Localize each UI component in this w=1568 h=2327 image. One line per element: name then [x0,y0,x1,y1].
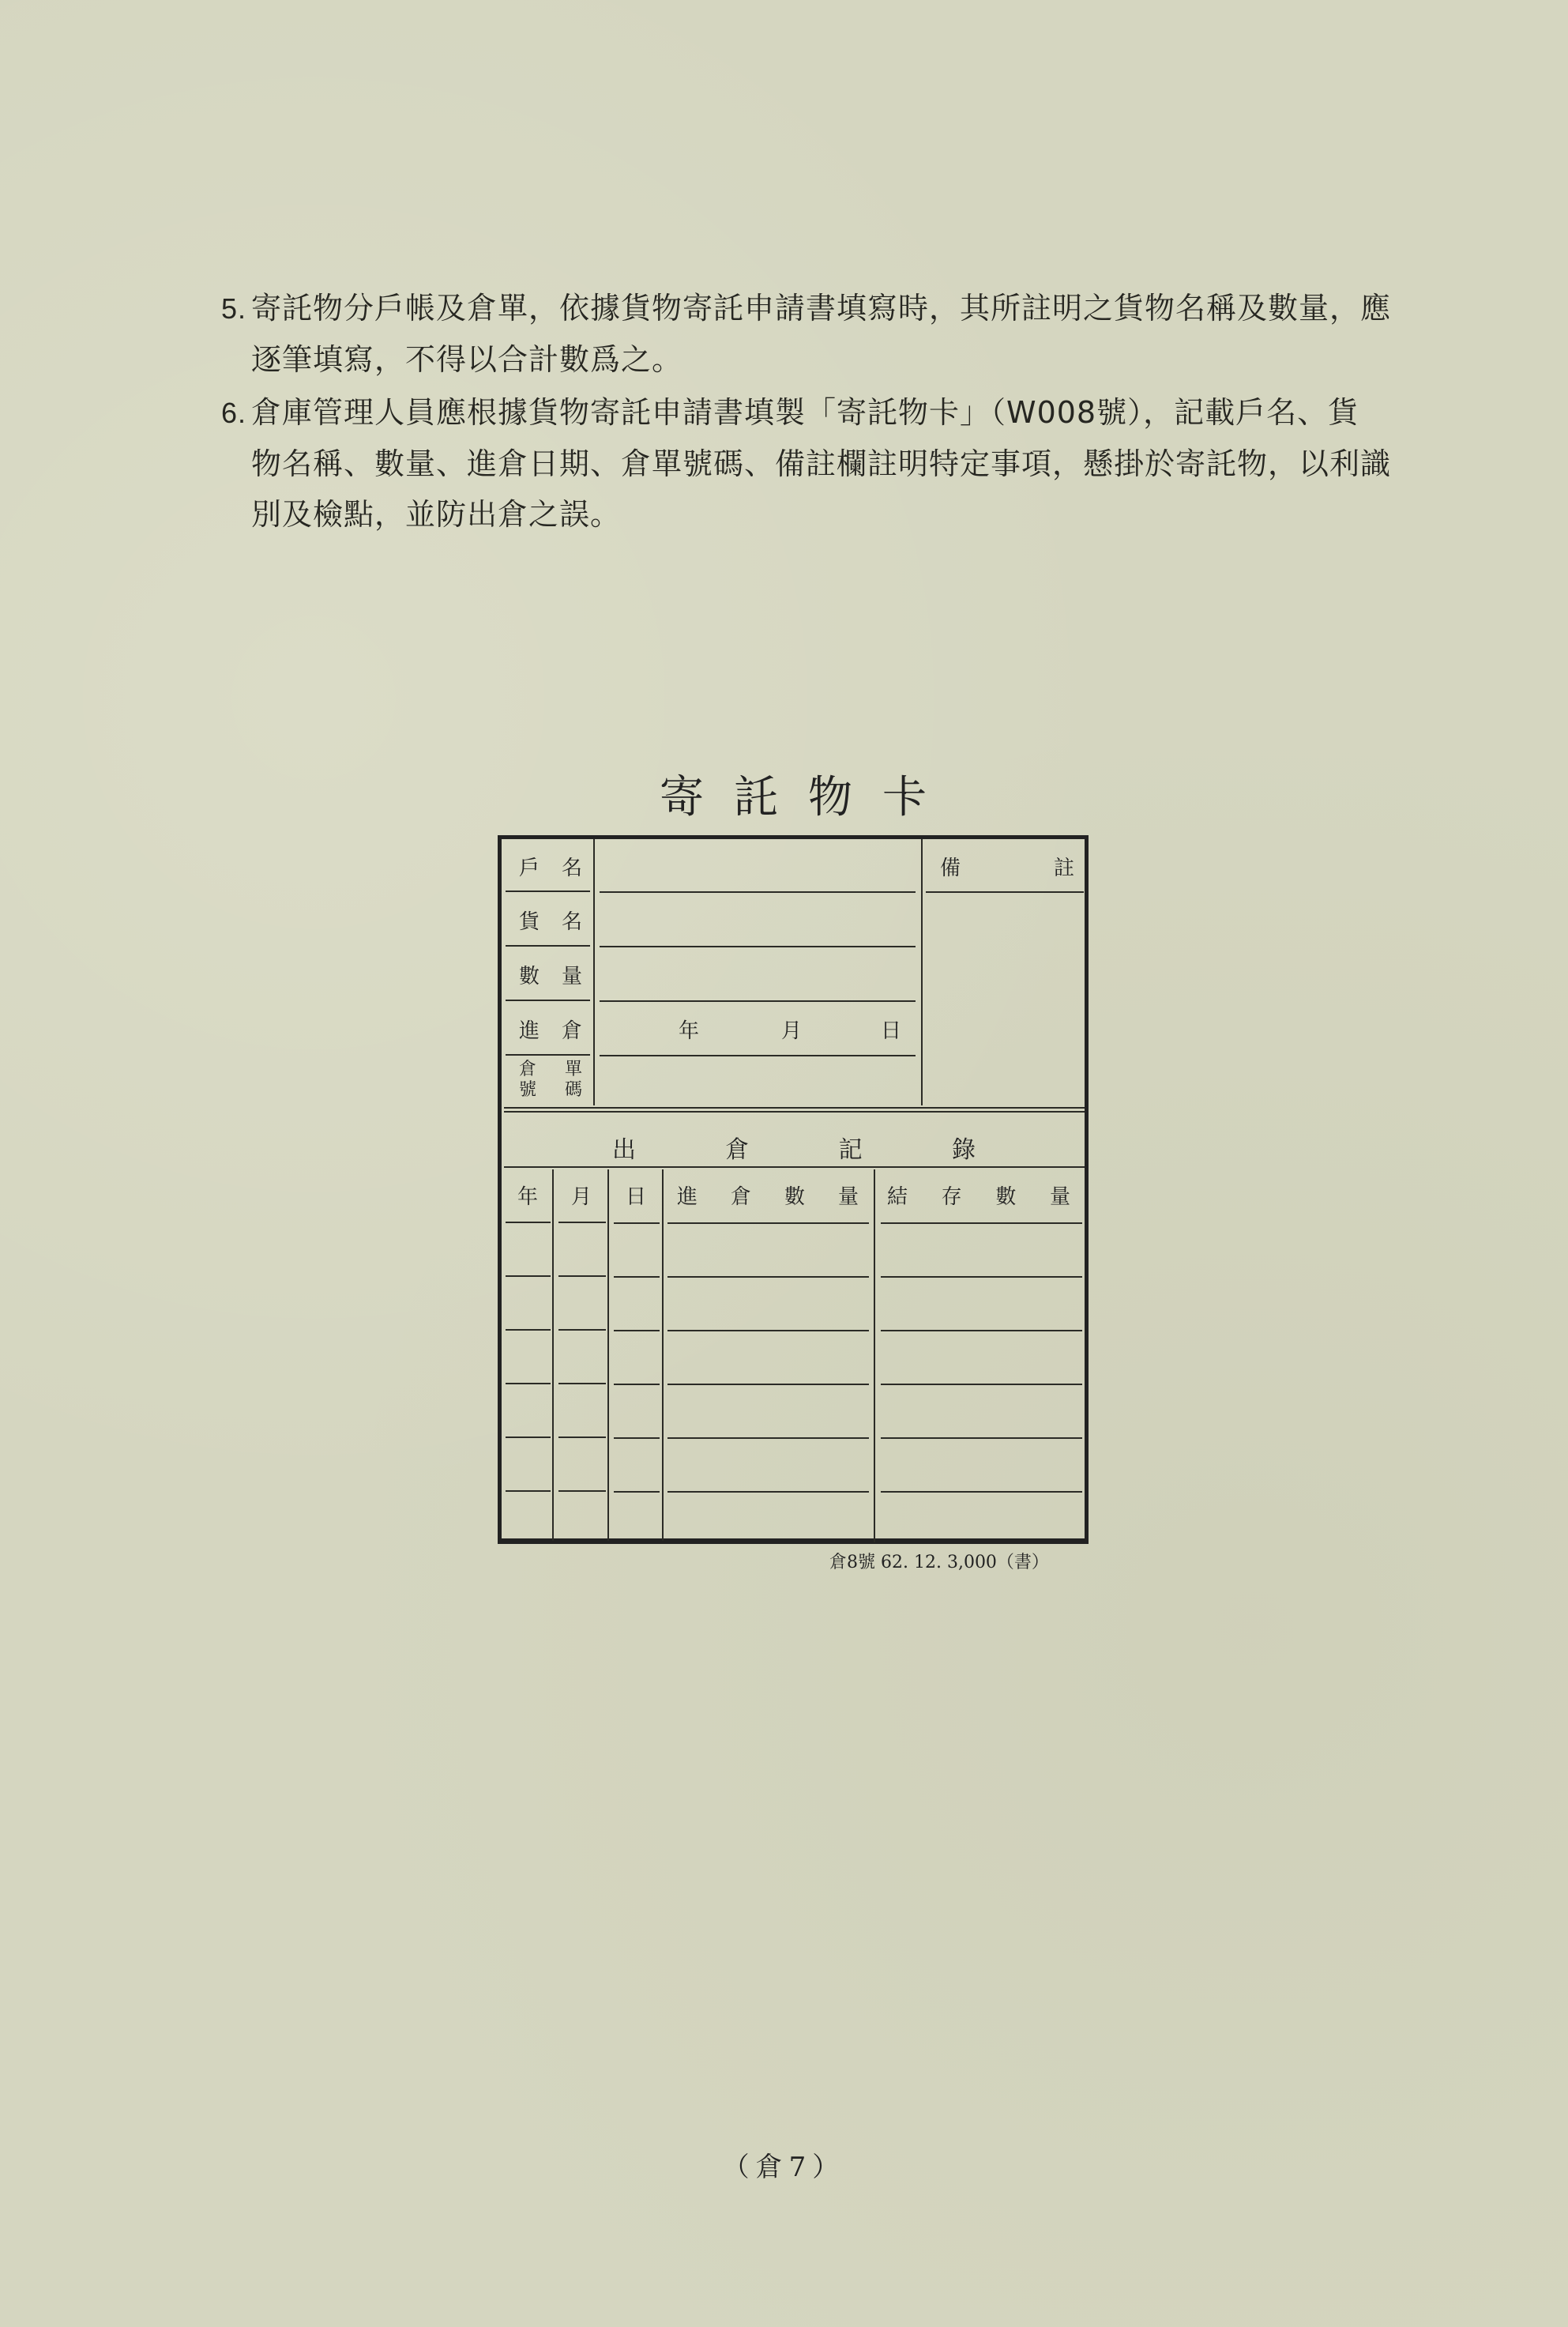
row-rule [558,1490,606,1492]
row-rule [558,1222,606,1223]
outbound-row[interactable] [502,1493,1085,1541]
card-title: 寄託物卡 [660,772,957,823]
row-rule [881,1222,1082,1224]
outbound-row[interactable] [502,1386,1085,1435]
row-rule [506,1000,590,1001]
account-name-field[interactable] [600,841,916,890]
inbound-date-field[interactable] [600,1003,916,1052]
label-column-divider [593,839,595,1105]
field-label-receipt-number: 倉 單 號 碼 [519,1060,582,1100]
remarks-label: 備 註 [940,857,1074,880]
page-number: （倉7） [722,2152,846,2183]
consignment-card-form [498,835,1089,1544]
quantity-field[interactable] [600,949,916,998]
item-number: 6. [221,397,247,429]
row-rule [614,1330,660,1331]
row-rule [667,1384,869,1385]
row-rule [881,1330,1082,1331]
remarks-column-divider [921,839,923,1105]
instruction-line: 物名稱、數量、進倉日期、倉單號碼、備註欄註明特定事項，懸掛於寄託物，以利識 [251,446,1392,481]
double-rule-bottom [504,1111,1085,1113]
row-rule [600,1000,916,1002]
receipt-number-field[interactable] [600,1058,916,1104]
row-rule [614,1222,660,1224]
col-header-month: 月 [571,1185,592,1209]
outbound-record-title: 出 倉 記 錄 [612,1136,976,1164]
field-label-quantity: 數 量 [519,965,582,988]
row-rule [667,1222,869,1224]
row-rule [506,891,590,892]
double-rule-top [504,1107,1085,1109]
month-unit: 月 [781,1019,803,1043]
item-number: 5. [221,292,247,325]
field-label-inbound: 進 倉 [519,1019,582,1043]
row-rule [881,1437,1082,1439]
row-rule [558,1383,606,1384]
instruction-item-6 [221,387,1453,540]
row-rule [614,1437,660,1439]
row-rule [600,1055,916,1056]
row-rule [881,1384,1082,1385]
row-rule [667,1330,869,1331]
row-rule [600,946,916,947]
row-rule [506,1054,590,1056]
row-rule [558,1436,606,1438]
year-unit: 年 [679,1019,700,1043]
row-rule [881,1276,1082,1278]
print-code: 倉8號 62. 12. 3,000（書） [829,1553,1049,1572]
row-rule [506,1275,551,1277]
row-rule [667,1276,869,1278]
row-rule [667,1437,869,1439]
instruction-line: 逐筆填寫，不得以合計數爲之。 [251,342,683,377]
instruction-line: 6. 倉庫管理人員應根據貨物寄託申請書填製「寄託物卡」（W008號），記載戶名、貨 [221,387,1453,439]
outbound-row[interactable] [502,1278,1085,1327]
col-header-balance-qty: 結 存 數 量 [887,1185,1070,1209]
row-rule [506,1329,551,1331]
row-rule [881,1491,1082,1493]
instruction-line: 別及檢點，並防出倉之誤。 [251,497,622,532]
outbound-row[interactable] [502,1440,1085,1489]
row-rule [558,1329,606,1331]
row-rule [614,1491,660,1493]
section-title-rule [504,1166,1085,1168]
row-rule [614,1276,660,1278]
col-header-inbound-qty: 進 倉 數 量 [677,1185,859,1209]
row-rule [614,1384,660,1385]
instruction-line: 5. 寄託物分戶帳及倉單，依據貨物寄託申請書填寫時，其所註明之貨物名稱及數量，應 [221,283,1453,334]
row-rule [600,891,916,893]
outbound-row[interactable] [502,1225,1085,1274]
row-rule [506,1490,551,1492]
row-rule [506,1222,551,1223]
row-rule [926,891,1084,893]
row-rule [506,1436,551,1438]
col-header-year: 年 [517,1185,539,1209]
row-rule [667,1491,869,1493]
row-rule [506,1383,551,1384]
remarks-field[interactable] [926,896,1084,1103]
goods-name-field[interactable] [600,894,916,943]
instruction-item-5 [221,283,1453,385]
row-rule [558,1275,606,1277]
row-rule [506,945,590,947]
field-label-goods-name: 貨 名 [519,910,582,934]
outbound-row[interactable] [502,1332,1085,1381]
field-label-account-name: 戶 名 [519,857,582,880]
col-header-day: 日 [626,1185,647,1209]
day-unit: 日 [881,1019,902,1043]
